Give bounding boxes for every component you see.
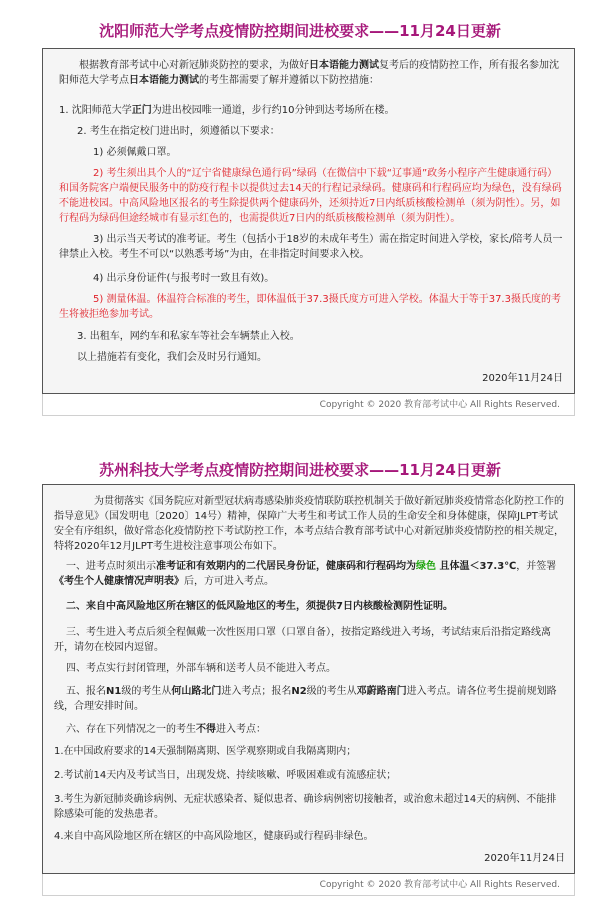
item-2-sub-2: 2) 考生须出具个人的“辽宁省健康绿色通行码”绿码（在微信中下载“辽事通”政务小程序产生健康通行码）和国务院客户端便民服务中的防疫行程卡以提供过去14天的行程记录绿码。健康码和行程码应均为绿色，没有绿码不能进校园。中高风险地区报名的考生除提供两个健康码外，还须持近7日内纸质核酸检测单（须为阴性）。另，如行程码为绿码但途经城市有显示红色的，也需提供近7日内的纸质核酸检测单（须为阴性）。 — [59, 168, 562, 224]
item-2-sub-5: 5) 测量体温。体温符合标准的考生，即体温低于37.3摄氏度方可进入学校。体温大于等于37.3摄氏度的考生将被拒绝参加考试。 — [59, 294, 561, 320]
item-2-sub-4: 4) 出示身份证件(与报考时一致且有效)。 — [93, 273, 275, 284]
item-2-sub-1: 1) 必须佩戴口罩。 — [93, 147, 177, 158]
item-3: 3. 出租车，网约车和私家车等社会车辆禁止入校。 — [77, 331, 300, 342]
list-item: 2.考试前14天内及考试当日，出现发烧、持续咳嗽、呼吸困难或有流感症状； — [54, 770, 397, 781]
date: 2020年11月24日 — [484, 853, 565, 864]
notice-box-shenyang — [42, 48, 575, 394]
intro-paragraph: 根据教育部考试中心对新冠肺炎防控的要求，为做好日本语能力测试复考后的疫情防控工作，所有报名参加沈阳师范大学考点日本语能力测试的考生都需要了解并遵循以下防控措施： — [59, 60, 559, 86]
rule-6: 六、存在下列情况之一的考生不得进入考点： — [66, 724, 266, 735]
copyright-footer: Copyright © 2020 教育部考试中心 All Rights Reserved. — [42, 394, 575, 416]
rule-5: 五、报名N1级的考生从何山路北门进入考点；报名N2级的考生从邓蔚路南门进入考点。请各位考生提前规划路线，合理安排时间。 — [54, 686, 557, 712]
intro-paragraph: 为贯彻落实《国务院应对新型冠状病毒感染肺炎疫情联防联控机制关于做好新冠肺炎疫情常态化防控工作的指导意见》（国发明电〔2020〕14号）精神，保障广大考生和考试工作人员的生命安全和身体健康，保障JLPT考试安全有序组织，做好常态化疫情防控下考试防控工作，本考点结合教育部考试中心对新冠肺炎疫情防控的相关规定，特将2020年12月JLPT考生进校注意事项公布如下。 — [54, 496, 564, 552]
rule-1: 一、进考点时须出示准考证和有效期内的二代居民身份证，健康码和行程码均为绿色 且体温＜37.3℃，并签署《考生个人健康情况声明表》后，方可进入考点。 — [54, 561, 557, 587]
item-1: 1. 沈阳师范大学正门为进出校园唯一通道，步行约10分钟到达考场所在楼。 — [59, 105, 395, 116]
notice-box-suzhou — [42, 484, 575, 874]
date: 2020年11月24日 — [482, 373, 563, 384]
copyright-footer: Copyright © 2020 教育部考试中心 All Rights Reserved. — [42, 874, 575, 896]
rule-3: 三、考生进入考点后须全程佩戴一次性医用口罩（口罩自备），按指定路线进入考场，考试结束后沿指定路线离开，请勿在校园内逗留。 — [54, 627, 551, 653]
closing-note: 以上措施若有变化，我们会及时另行通知。 — [77, 352, 267, 363]
rule-4: 四、考点实行封闭管理，外部车辆和送考人员不能进入考点。 — [66, 663, 336, 674]
rule-2: 二、来自中高风险地区所在辖区的低风险地区的考生，须提供7日内核酸检测阴性证明。 — [66, 601, 453, 612]
section-2-title: 苏州科技大学考点疫情防控期间进校要求——11月24日更新 — [99, 461, 501, 479]
list-item: 4.来自中高风险地区所在辖区的中高风险地区，健康码或行程码非绿色。 — [54, 831, 374, 842]
item-2-sub-3: 3) 出示当天考试的准考证。考生（包括小于18岁的未成年考生）需在指定时间进入学校，家长/陪考人员一律禁止入校。考生不可以“以熟悉考场”为由，在非指定时间要求入校。 — [59, 234, 563, 260]
section-1-title: 沈阳师范大学考点疫情防控期间进校要求——11月24日更新 — [99, 22, 501, 40]
item-2: 2. 考生在指定校门进出时，须遵循以下要求： — [77, 126, 280, 137]
list-item: 1.在中国政府要求的14天强制隔离期、医学观察期或自我隔离期内； — [54, 746, 357, 757]
list-item: 3.考生为新冠肺炎确诊病例、无症状感染者、疑似患者、确诊病例密切接触者，或治愈未超过14天的病例、不能排除感染可能的发热患者。 — [54, 794, 557, 820]
